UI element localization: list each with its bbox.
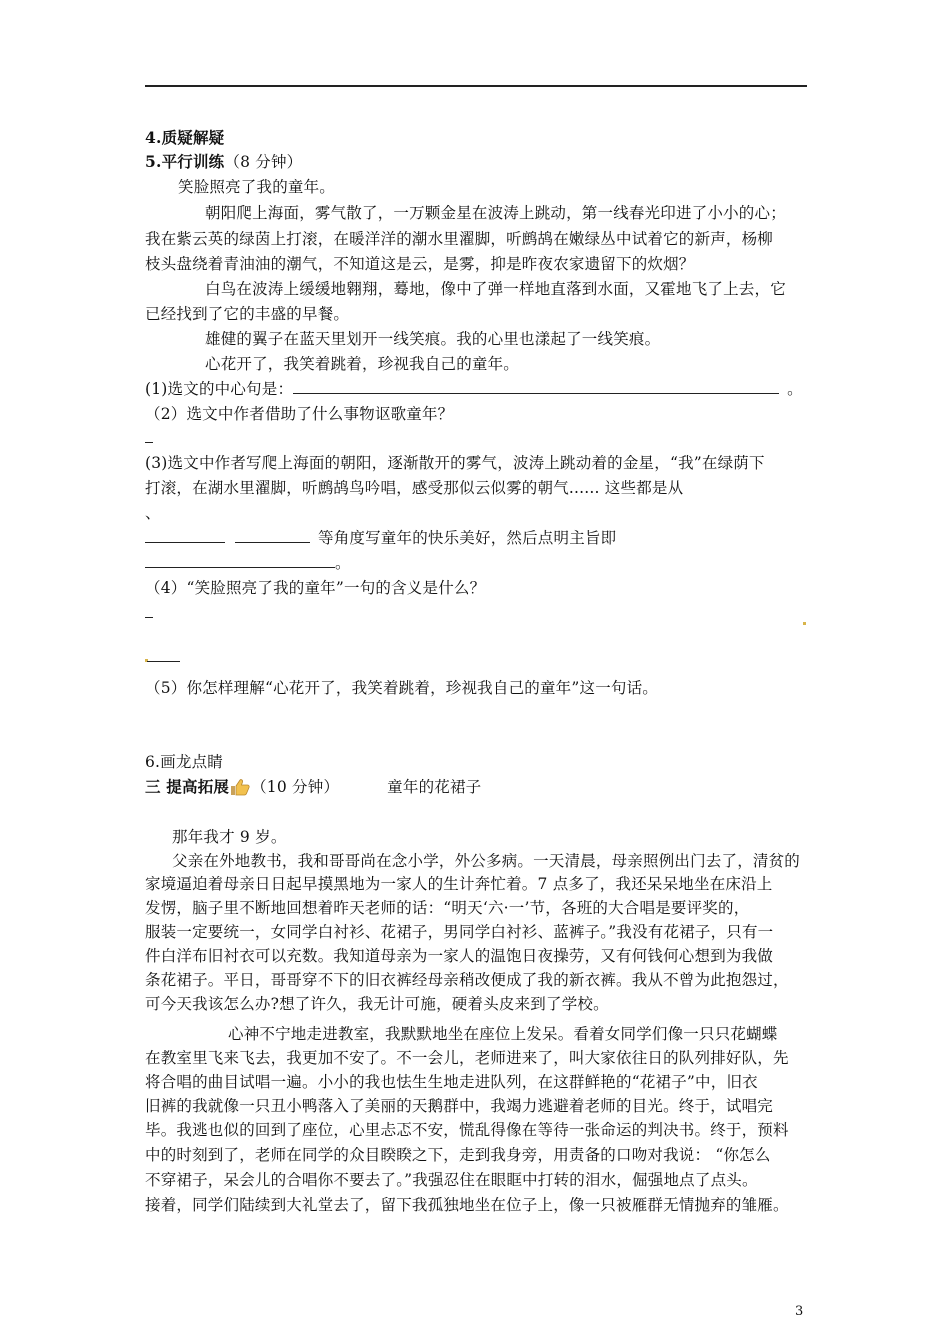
passage-line: 心花开了，我笑着跳着，珍视我自己的童年。 xyxy=(205,355,520,373)
question-4: （4）“笑脸照亮了我的童年”一句的含义是什么？ xyxy=(145,579,486,597)
story-line: 父亲在外地教书，我和哥哥尚在念小学，外公多病。一天清晨，母亲照例出门去了，清贫的 xyxy=(172,852,801,870)
question-3-line: 打滚，在湖水里濯脚，听鹧鸪鸟吟唱，感受那似云似雾的朝气...... 这些都是从 xyxy=(145,479,684,497)
question-3-line xyxy=(145,528,616,548)
story-line: 条花裙子。平日，哥哥穿不下的旧衣裤经母亲稍改便成了我的新衣裤。我从不曾为此抱怨过， xyxy=(145,971,789,989)
section-3-time: （10 分钟） xyxy=(251,778,340,796)
passage-line: 枝头盘绕着青油油的潮气，不知道这是云，是雾，抑是昨夜农家遗留下的炊烟？ xyxy=(145,255,695,273)
question-3-middle: 等角度写童年的快乐美好，然后点明主旨即 xyxy=(318,529,617,547)
story-line: 将合唱的曲目试唱一遍。小小的我也怯生生地走进队列，在这群鲜艳的“花裙子”中，旧衣 xyxy=(145,1073,758,1091)
answer-blank[interactable] xyxy=(147,661,180,662)
answer-blank[interactable] xyxy=(145,553,335,568)
question-2: （2）选文中作者借助了什么事物讴歌童年？ xyxy=(145,405,454,423)
question-1-prefix: (1)选文的中心句是： xyxy=(145,380,294,398)
story-line: 中的时刻到了，老师在同学的众目睽睽之下，走到我身旁，用责备的口吻对我说： “你怎么 xyxy=(145,1146,771,1164)
story-line: 心神不宁地走进教室，我默默地坐在座位上发呆。看着女同学们像一只只花蝴蝶 xyxy=(228,1025,778,1043)
question-3-line: (3)选文中作者写爬上海面的朝阳，逐渐散开的雾气，波涛上跳动着的金星，“我”在绿荫下 xyxy=(145,454,765,472)
passage-line: 我在紫云英的绿茵上打滚，在暖洋洋的潮水里濯脚，听鹧鸪在嫩绿丛中试着它的新声，杨柳 xyxy=(145,230,774,248)
section-5-title: 5.平行训练 xyxy=(145,152,225,171)
answer-blank[interactable] xyxy=(145,528,225,543)
story-line: 件白洋布旧衬衣可以充数。我知道母亲为一家人的温饱日夜操劳，又有何钱何心想到为我做 xyxy=(145,947,774,965)
scan-dot xyxy=(803,622,806,625)
header-rule xyxy=(145,85,807,87)
section-3-heading xyxy=(145,777,481,797)
page-number: 3 xyxy=(795,1304,804,1319)
story-line: 服装一定要统一，女同学白衬衫、花裙子，男同学白衬衫、蓝裤子。”我没有花裙子，只有一 xyxy=(145,923,774,941)
story-line: 家境逼迫着母亲日日起早摸黑地为一家人的生计奔忙着。7 点多了，我还呆呆地坐在床沿上 xyxy=(145,875,773,893)
question-1 xyxy=(145,379,803,399)
story-line: 旧裤的我就像一只丑小鸭落入了美丽的天鹅群中，我竭力逃避着老师的目光。终于，试唱完 xyxy=(145,1097,774,1115)
answer-blank[interactable] xyxy=(145,617,153,618)
story-line: 接着，同学们陆续到大礼堂去了，留下我孤独地坐在位子上，像一只被雁群无情抛弃的雏雁。 xyxy=(145,1196,789,1214)
passage-line: 已经找到了它的丰盛的早餐。 xyxy=(145,305,350,323)
passage-line: 朝阳爬上海面，雾气散了，一万颗金星在波涛上跳动，第一线春光印进了小小的心； xyxy=(205,204,786,222)
answer-blank[interactable] xyxy=(235,528,310,543)
question-3-suffix: 。 xyxy=(335,554,351,572)
question-5: （5）你怎样理解“心花开了，我笑着跳着，珍视我自己的童年”这一句话。 xyxy=(145,679,659,697)
story-line: 不穿裙子，呆会儿的合唱你不要去了。”我强忍住在眼眶中打转的泪水，倔强地点了点头。 xyxy=(145,1171,758,1189)
story-title: 童年的花裙子 xyxy=(387,778,482,796)
question-1-suffix: 。 xyxy=(787,380,803,398)
question-3-line xyxy=(145,553,351,573)
answer-blank[interactable] xyxy=(293,379,779,394)
story-line: 那年我才 9 岁。 xyxy=(172,828,287,846)
answer-blank[interactable] xyxy=(145,442,153,443)
story-line: 发愣，脑子里不断地回想着昨天老师的话：“明天‘六·一’节，各班的大合唱是要评奖的， xyxy=(145,899,750,917)
thumbs-up-icon xyxy=(229,778,251,796)
section-4-heading: 4.质疑解疑 xyxy=(145,128,225,147)
section-5-time: （8 分钟） xyxy=(224,153,303,171)
story-line: 在教室里飞来飞去，我更加不安了。不一会儿，老师进来了，叫大家依往日的队列排好队，先 xyxy=(145,1049,789,1067)
story-line: 可今天我该怎么办?想了许久，我无计可施，硬着头皮来到了学校。 xyxy=(145,995,609,1013)
passage-line: 白鸟在波涛上缓缓地翱翔，蓦地，像中了弹一样地直落到水面，又霍地飞了上去，它 xyxy=(205,280,786,298)
section-5-heading xyxy=(145,152,302,172)
section-6-heading: 6.画龙点睛 xyxy=(145,753,223,771)
question-3-line: 、 xyxy=(145,504,161,522)
passage-title: 笑脸照亮了我的童年。 xyxy=(178,178,336,196)
story-line: 毕。我逃也似的回到了座位，心里忐忑不安，慌乱得像在等待一张命运的判决书。终于，预料 xyxy=(145,1121,789,1139)
section-3-label: 三 提高拓展 xyxy=(145,777,230,796)
passage-line: 雄健的翼子在蓝天里划开一线笑痕。我的心里也漾起了一线笑痕。 xyxy=(205,330,661,348)
